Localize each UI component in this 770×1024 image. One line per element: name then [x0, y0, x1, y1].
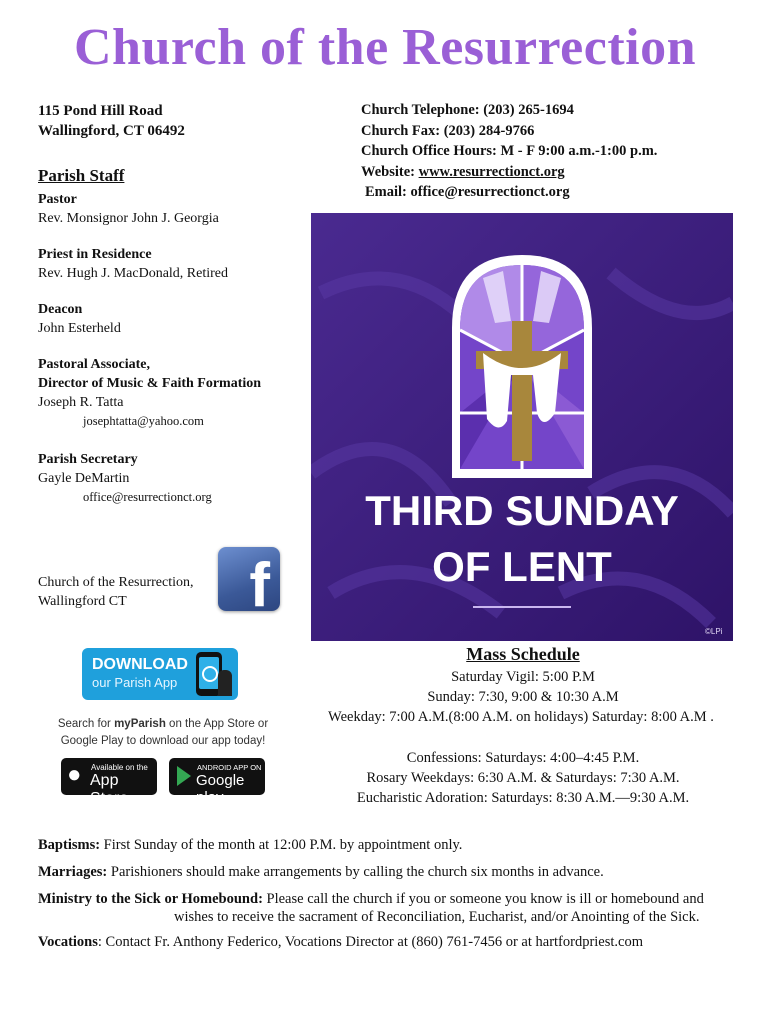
deacon-role: Deacon — [38, 302, 83, 317]
download-label: DOWNLOAD — [92, 656, 188, 673]
adoration: Eucharistic Adoration: Saturdays: 8:30 A.M.—9:30 A.M. — [356, 790, 690, 806]
baptisms-text: First Sunday of the month at 12:00 P.M. by appointment only. — [100, 837, 463, 853]
associate-email[interactable]: josephtatta@yahoo.com — [83, 414, 204, 428]
pastor-name: Rev. Monsignor John J. Georgia — [38, 211, 219, 226]
download-app-banner[interactable] — [82, 648, 238, 700]
google-play-icon — [177, 766, 191, 786]
google-play-badge[interactable]: ANDROID APP ON Google play — [169, 758, 265, 795]
office-hours: Church Office Hours: M - F 9:00 a.m.-1:00 p.m. — [361, 143, 658, 159]
apple-icon: ● — [67, 761, 82, 788]
sick-line — [38, 890, 738, 926]
mass-schedule — [318, 644, 728, 808]
sick-label: Ministry to the Sick or Homebound: — [38, 891, 263, 907]
rosary: Rosary Weekdays: 6:30 A.M. & Saturdays: 7:30 A.M. — [366, 770, 680, 786]
weekday-masses: Weekday: 7:00 A.M.(8:00 A.M. on holidays) Saturday: 8:00 A.M . — [328, 709, 714, 725]
app-search-text: Search for myParish on the App Store or Google Play to download our app today! — [57, 718, 269, 747]
confessions: Confessions: Saturdays: 4:00–4:45 P.M. — [406, 750, 640, 766]
residence-name: Rev. Hugh J. MacDonald, Retired — [38, 266, 228, 281]
fax: Church Fax: (203) 284-9766 — [361, 122, 535, 139]
deacon-name: John Esterheld — [38, 321, 121, 336]
stained-glass-cross-icon — [311, 213, 733, 641]
facebook-text — [38, 573, 194, 611]
sick-text-1: Please call the church if you or someone you know is ill or homebound and — [262, 891, 704, 907]
baptisms-label: Baptisms: — [38, 837, 101, 853]
facebook-line2: Wallingford CT — [38, 594, 127, 609]
mass-heading: Mass Schedule — [466, 644, 580, 664]
secretary-role: Parish Secretary — [38, 452, 138, 467]
facebook-icon[interactable]: f — [218, 547, 280, 611]
page-title: Church of the Resurrection — [73, 19, 697, 76]
sick-text-2: wishes to receive the sacrament of Reconciliation, Eucharist, and/or Anointing of the Sick. — [174, 909, 700, 925]
marriages-text: Parishioners should make arrangements by calling the church six months in advance. — [107, 864, 604, 880]
marriages-label: Marriages: — [38, 864, 108, 880]
app-store-badge[interactable]: ● Available on the App Store — [61, 758, 157, 795]
secretary-name: Gayle DeMartin — [38, 471, 130, 486]
email[interactable]: Email: office@resurrectionct.org — [365, 184, 570, 200]
saturday-vigil: Saturday Vigil: 5:00 P.M — [451, 669, 595, 685]
lent-title-line2: OF LENT — [432, 543, 612, 590]
vocations-label: Vocations — [38, 934, 98, 950]
phone: Church Telephone: (203) 265-1694 — [361, 102, 574, 118]
secretary-email[interactable]: office@resurrectionct.org — [83, 490, 212, 504]
address-block — [38, 101, 185, 141]
address-line2: Wallingford, CT 06492 — [38, 123, 185, 139]
marriages-line — [38, 863, 738, 881]
parish-staff — [38, 166, 308, 506]
website-link[interactable]: www.resurrectionct.org — [418, 163, 565, 180]
third-sunday-of-lent-image — [311, 213, 733, 641]
facebook-line1: Church of the Resurrection, — [38, 575, 194, 590]
associate-role-2: Director of Music & Faith Formation — [38, 376, 262, 391]
vocations-text: : Contact Fr. Anthony Federico, Vocations Director at (860) 761-7456 or at hartfordpriest.com — [97, 934, 644, 950]
associate-role-1: Pastoral Associate, — [38, 357, 150, 372]
staff-heading: Parish Staff — [38, 166, 125, 185]
sunday-masses: Sunday: 7:30, 9:00 & 10:30 A.M — [427, 689, 619, 705]
contact-block — [361, 100, 657, 203]
parish-app-label: our Parish App — [92, 675, 178, 690]
website-line — [361, 162, 657, 183]
residence-role: Priest in Residence — [38, 247, 152, 262]
associate-name: Joseph R. Tatta — [38, 395, 124, 410]
vocations-line — [38, 933, 738, 951]
address-line1: 115 Pond Hill Road — [38, 103, 163, 119]
baptisms-line — [38, 836, 738, 854]
lent-title-line1: THIRD SUNDAY — [365, 487, 679, 534]
website-label: Website: — [361, 163, 419, 180]
lent-credit: ©LPi — [705, 627, 723, 636]
pastor-role: Pastor — [38, 192, 77, 207]
hand-icon — [218, 670, 232, 696]
